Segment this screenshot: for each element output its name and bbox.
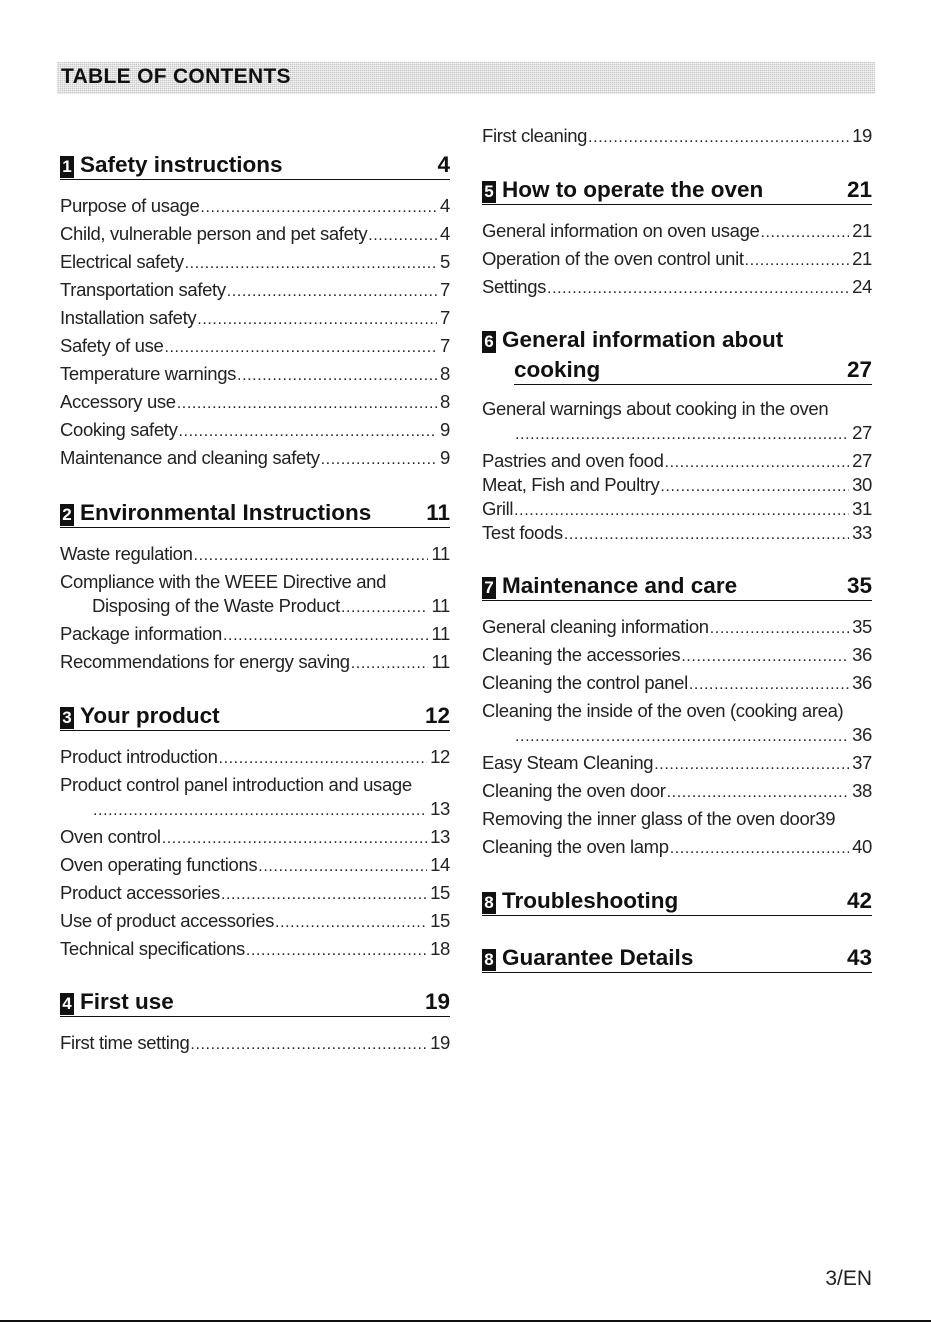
dot-leader xyxy=(197,308,437,332)
entry-label: Settings xyxy=(482,276,547,297)
entry-label: Cooking safety xyxy=(60,419,178,440)
section-heading[interactable] xyxy=(60,703,450,731)
entry-page: 8 xyxy=(440,363,450,384)
toc-entry[interactable] xyxy=(60,853,450,881)
section-number-badge: 1 xyxy=(60,156,74,178)
toc-entry[interactable] xyxy=(60,222,450,250)
section-title: Environmental Instructions xyxy=(80,500,372,525)
entry-page: 38 xyxy=(852,780,872,801)
entry-label: Meat, Fish and Poultry xyxy=(482,474,660,495)
toc-entry[interactable] xyxy=(482,723,872,751)
entry-label: Recommendations for energy saving xyxy=(60,651,350,672)
dot-leader xyxy=(177,392,437,416)
section-heading[interactable] xyxy=(482,327,872,385)
dot-leader xyxy=(190,1033,427,1057)
entry-page: 4 xyxy=(440,223,450,244)
entry-list xyxy=(482,219,872,303)
entry-page: 8 xyxy=(440,391,450,412)
entry-page: 15 xyxy=(430,882,450,903)
section-heading[interactable] xyxy=(60,152,450,180)
entry-list xyxy=(482,124,872,152)
section-title-continued: cooking xyxy=(514,357,601,382)
entry-list xyxy=(482,397,872,545)
entry-label: Pastries and oven food xyxy=(482,450,664,471)
section-heading[interactable] xyxy=(482,888,872,916)
toc-entry[interactable] xyxy=(482,643,872,671)
entry-page: 11 xyxy=(431,651,450,672)
section-how-to-operate xyxy=(482,177,872,303)
entry-page: 5 xyxy=(440,251,450,272)
dot-leader xyxy=(514,499,849,523)
section-title: Maintenance and care xyxy=(502,573,738,598)
section-number-badge: 4 xyxy=(60,993,74,1015)
entry-label: Temperature warnings xyxy=(60,363,237,384)
entry-label: Product introduction xyxy=(60,746,218,767)
entry-label: Product control panel introduction and usage xyxy=(60,774,412,795)
page-title: TABLE OF CONTENTS xyxy=(61,65,291,88)
dot-leader xyxy=(368,224,437,248)
entry-label: Operation of the oven control unit xyxy=(482,248,744,269)
entry-label: Oven operating functions xyxy=(60,854,258,875)
dot-leader xyxy=(547,277,849,301)
section-page-number: 19 xyxy=(424,989,450,1014)
entry-page: 19 xyxy=(852,125,872,146)
entry-page: 11 xyxy=(431,595,450,616)
section-heading[interactable] xyxy=(482,177,872,205)
section-heading[interactable] xyxy=(482,573,872,601)
section-number-badge: 2 xyxy=(60,504,74,526)
entry-page: 36 xyxy=(852,672,872,693)
entry-page: 31 xyxy=(852,498,872,519)
dot-leader xyxy=(194,544,429,568)
toc-entry[interactable] xyxy=(482,751,872,779)
entry-page: 11 xyxy=(431,543,450,564)
section-heading[interactable] xyxy=(60,500,450,528)
toc-entry[interactable] xyxy=(60,194,450,222)
toc-entry[interactable] xyxy=(60,334,450,362)
entry-label: Cleaning the control panel xyxy=(482,672,688,693)
entry-label: Waste regulation xyxy=(60,543,193,564)
entry-page: 19 xyxy=(430,1032,450,1053)
section-title: How to operate the oven xyxy=(502,177,764,202)
entry-page: 14 xyxy=(430,854,450,875)
toc-entry[interactable] xyxy=(60,542,450,570)
section-number-badge: 3 xyxy=(60,707,74,729)
entry-page: 27 xyxy=(852,422,872,443)
entry-label: Compliance with the WEEE Directive and xyxy=(60,571,387,592)
section-number-badge: 5 xyxy=(482,181,496,203)
toc-entry[interactable] xyxy=(60,362,450,390)
entry-list xyxy=(482,615,872,863)
entry-label: First time setting xyxy=(60,1032,190,1053)
section-page-number: 21 xyxy=(846,177,872,202)
entry-page: 9 xyxy=(440,447,450,468)
dot-leader xyxy=(223,624,428,648)
entry-label: Use of product accessories xyxy=(60,910,275,931)
toc-entry[interactable] xyxy=(482,835,872,863)
entry-label: Package information xyxy=(60,623,223,644)
entry-list xyxy=(60,745,450,965)
toc-entry[interactable] xyxy=(482,497,872,521)
bottom-divider xyxy=(0,1320,931,1322)
entry-page: 12 xyxy=(430,746,450,767)
toc-entry[interactable] xyxy=(60,745,450,773)
dot-leader xyxy=(341,596,429,620)
section-page-number: 43 xyxy=(846,945,872,970)
entry-label: Test foods xyxy=(482,522,563,543)
toc-entry[interactable] xyxy=(482,779,872,807)
entry-page: 4 xyxy=(440,195,450,216)
toc-entry[interactable] xyxy=(60,446,450,474)
entry-label: General warnings about cooking in the oven xyxy=(482,398,829,419)
dot-leader xyxy=(275,911,427,935)
entry-label: Removing the inner glass of the oven door xyxy=(482,808,816,829)
toc-entry[interactable] xyxy=(482,521,872,545)
dot-leader xyxy=(162,827,427,851)
section-heading[interactable] xyxy=(482,945,872,973)
section-number-badge: 7 xyxy=(482,577,496,599)
toc-entry[interactable] xyxy=(60,622,450,650)
dot-leader xyxy=(654,753,849,777)
dot-leader xyxy=(221,883,427,907)
entry-label: Electrical safety xyxy=(60,251,184,272)
dot-leader xyxy=(178,420,437,444)
toc-entry[interactable] xyxy=(60,650,450,678)
section-title: Safety instructions xyxy=(80,152,283,177)
entry-page: 39 xyxy=(815,808,836,829)
dot-leader xyxy=(321,448,437,472)
dot-leader xyxy=(681,645,849,669)
dot-leader xyxy=(588,126,849,150)
dot-leader xyxy=(667,781,850,805)
toc-entry[interactable] xyxy=(482,275,872,303)
toc-entry[interactable] xyxy=(60,278,450,306)
toc-entry[interactable] xyxy=(60,881,450,909)
section-page-number: 12 xyxy=(424,703,450,728)
entry-page: 35 xyxy=(852,616,872,637)
section-safety-instructions xyxy=(60,152,450,474)
section-page-number: 42 xyxy=(846,888,872,913)
section-general-information-cooking xyxy=(482,327,872,545)
entry-page: 9 xyxy=(440,419,450,440)
toc-entry[interactable] xyxy=(482,615,872,643)
section-your-product xyxy=(60,703,450,965)
entry-page: 33 xyxy=(852,522,872,543)
dot-leader xyxy=(745,249,849,273)
dot-leader xyxy=(246,939,427,963)
entry-label: Cleaning the oven lamp xyxy=(482,836,669,857)
entry-page: 24 xyxy=(852,276,872,297)
dot-leader xyxy=(515,725,849,749)
toc-entry[interactable] xyxy=(482,699,872,723)
entry-page: 15 xyxy=(430,910,450,931)
section-title: General information about xyxy=(502,327,784,352)
section-first-use xyxy=(60,989,450,1059)
section-title: First use xyxy=(80,989,174,1014)
entry-label: Product accessories xyxy=(60,882,220,903)
section-guarantee-details xyxy=(482,945,872,973)
section-title: Your product xyxy=(80,703,220,728)
dot-leader xyxy=(760,221,849,245)
entry-page: 13 xyxy=(430,826,450,847)
dot-leader xyxy=(710,617,849,641)
toc-entry[interactable] xyxy=(60,390,450,418)
entry-page: 18 xyxy=(430,938,450,959)
section-number-badge: 8 xyxy=(482,949,496,971)
dot-leader xyxy=(515,423,849,447)
toc-entry[interactable] xyxy=(60,937,450,965)
entry-page: 7 xyxy=(440,279,450,300)
section-title: Troubleshooting xyxy=(502,888,679,913)
toc-entry[interactable] xyxy=(60,909,450,937)
entry-label: Accessory use xyxy=(60,391,176,412)
dot-leader xyxy=(200,196,437,220)
entry-label: Disposing of the Waste Product xyxy=(92,595,340,616)
toc-entry[interactable] xyxy=(482,449,872,473)
entry-label: Technical specifications xyxy=(60,938,245,959)
page-number-footer: 3/EN xyxy=(825,1267,872,1290)
section-maintenance-and-care xyxy=(482,573,872,863)
entry-label: Easy Steam Cleaning xyxy=(482,752,654,773)
toc-entry[interactable] xyxy=(60,797,450,825)
toc-entry[interactable] xyxy=(60,594,450,622)
dot-leader xyxy=(351,652,429,676)
entry-list xyxy=(60,542,450,678)
entry-label: Cleaning the inside of the oven (cooking area) xyxy=(482,700,844,721)
entry-label: First cleaning xyxy=(482,125,588,146)
entry-label: Grill xyxy=(482,498,514,519)
section-environmental-instructions xyxy=(60,500,450,678)
entry-list xyxy=(60,1031,450,1059)
section-troubleshooting xyxy=(482,888,872,916)
toc-entry[interactable] xyxy=(60,773,450,797)
dot-leader xyxy=(689,673,849,697)
toc-entry[interactable] xyxy=(60,825,450,853)
toc-entry[interactable] xyxy=(60,250,450,278)
toc-entry[interactable] xyxy=(60,418,450,446)
entry-label: Transportation safety xyxy=(60,279,226,300)
entry-label: Purpose of usage xyxy=(60,195,200,216)
entry-page: 21 xyxy=(852,248,872,269)
entry-page: 13 xyxy=(430,798,450,819)
toc-banner xyxy=(57,62,875,94)
entry-label: Oven control xyxy=(60,826,161,847)
dot-leader xyxy=(93,799,427,823)
entry-page: 21 xyxy=(852,220,872,241)
dot-leader xyxy=(670,837,849,861)
dot-leader xyxy=(227,280,437,304)
entry-page: 27 xyxy=(852,450,872,471)
entry-label: Child, vulnerable person and pet safety xyxy=(60,223,368,244)
entry-label: Installation safety xyxy=(60,307,197,328)
entry-page: 40 xyxy=(852,836,872,857)
toc-entry[interactable] xyxy=(482,219,872,247)
entry-label: General information on oven usage xyxy=(482,220,760,241)
section-page-number: 27 xyxy=(846,357,872,382)
dot-leader xyxy=(185,252,437,276)
entry-label: Cleaning the oven door xyxy=(482,780,666,801)
entry-list xyxy=(60,194,450,474)
section-page-number: 11 xyxy=(426,500,450,525)
dot-leader xyxy=(660,475,849,499)
entry-page: 36 xyxy=(852,644,872,665)
toc-entry[interactable] xyxy=(482,124,872,152)
section-number-badge: 6 xyxy=(482,331,496,353)
section-title: Guarantee Details xyxy=(502,945,694,970)
entry-label: Maintenance and cleaning safety xyxy=(60,447,320,468)
dot-leader xyxy=(237,364,437,388)
toc-entry[interactable] xyxy=(482,671,872,699)
section-page-number: 35 xyxy=(846,573,872,598)
dot-leader xyxy=(219,747,428,771)
dot-leader xyxy=(258,855,427,879)
toc-entry[interactable] xyxy=(482,421,872,449)
entry-page: 7 xyxy=(440,307,450,328)
dot-leader xyxy=(665,451,850,475)
dot-leader xyxy=(164,336,437,360)
entry-page: 37 xyxy=(852,752,872,773)
section-heading[interactable] xyxy=(60,989,450,1017)
entry-page: 30 xyxy=(852,474,872,495)
toc-entry[interactable] xyxy=(482,247,872,275)
entry-page: 36 xyxy=(852,724,872,745)
toc-entry[interactable] xyxy=(482,473,872,497)
entry-page: 11 xyxy=(431,623,450,644)
section-number-badge: 8 xyxy=(482,892,496,914)
entry-page: 7 xyxy=(440,335,450,356)
toc-entry[interactable] xyxy=(482,807,872,835)
toc-entry[interactable] xyxy=(60,1031,450,1059)
entry-label: Cleaning the accessories xyxy=(482,644,681,665)
toc-entry[interactable] xyxy=(482,397,872,421)
entry-label: Safety of use xyxy=(60,335,164,356)
dot-leader xyxy=(564,523,849,547)
entry-label: General cleaning information xyxy=(482,616,709,637)
section-page-number: 4 xyxy=(437,152,450,177)
toc-entry[interactable] xyxy=(60,570,450,594)
toc-entry[interactable] xyxy=(60,306,450,334)
